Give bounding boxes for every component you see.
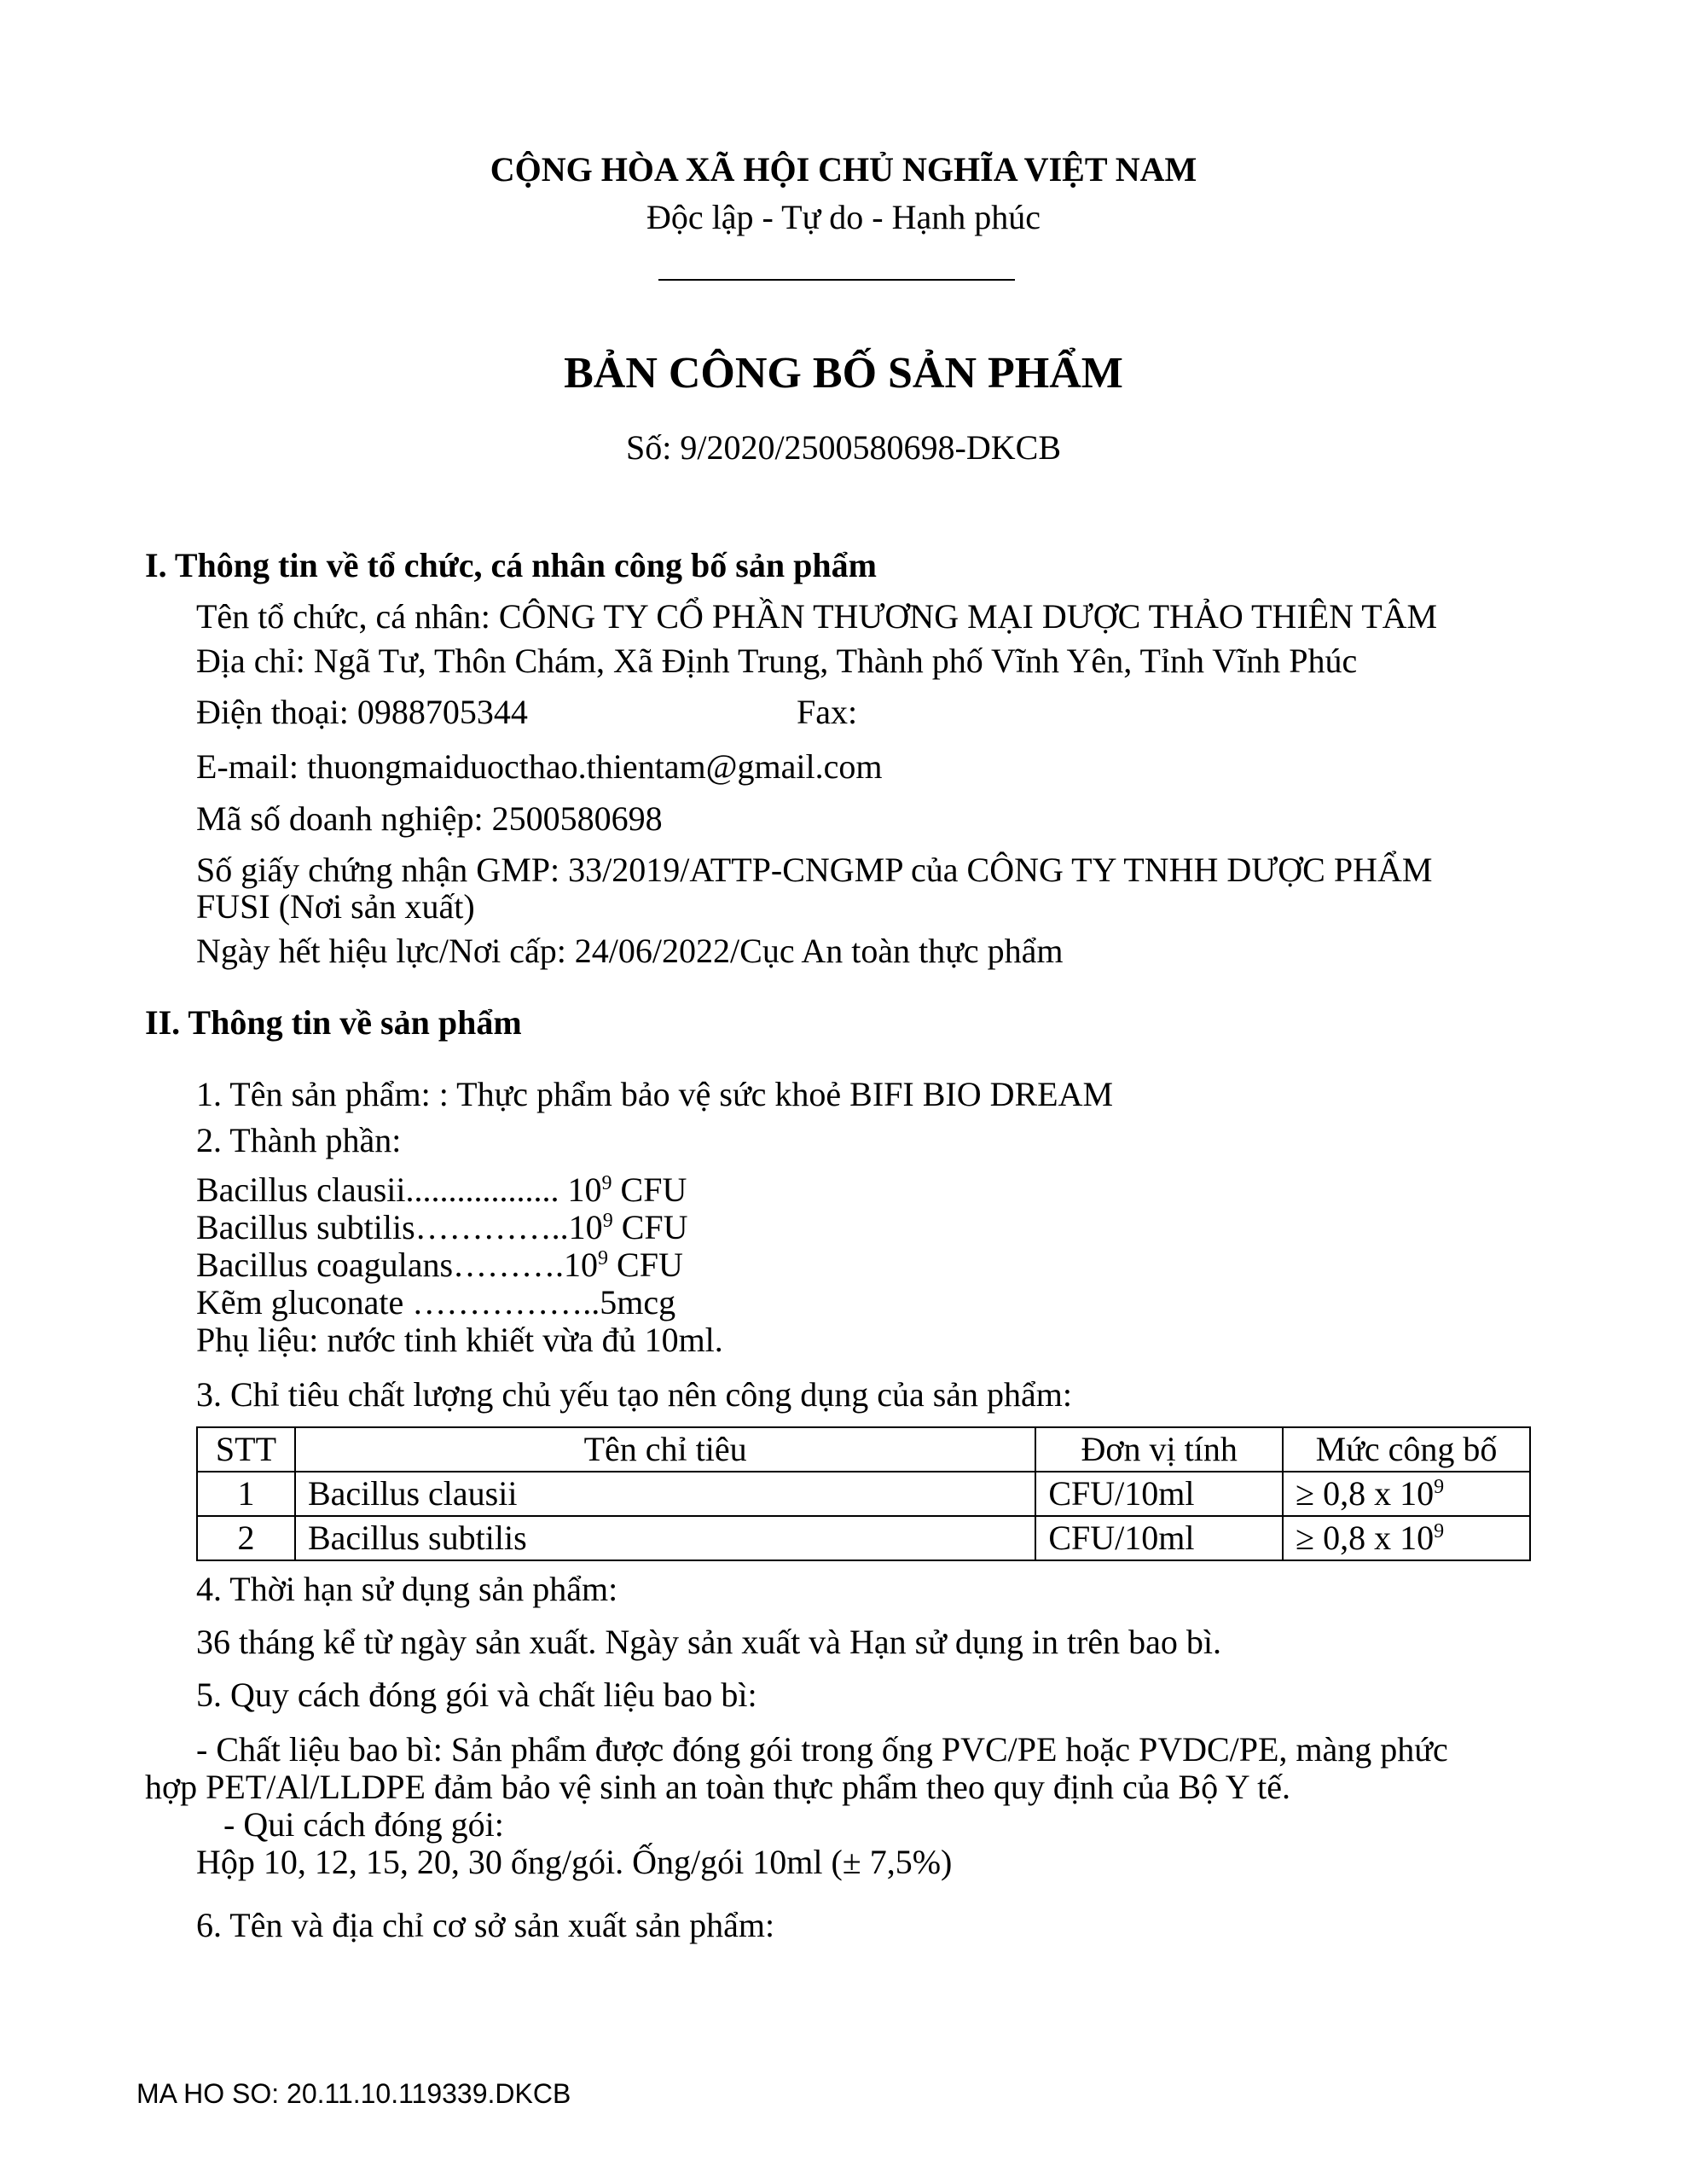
shelf-life-label: 4. Thời hạn sử dụng sản phẩm: [196,1570,618,1608]
column-header: Đơn vị tính [1035,1427,1283,1472]
section-2-heading: II. Thông tin về sản phẩm [145,1003,522,1042]
manufacturer-label: 6. Tên và địa chỉ cơ sở sản xuất sản phẩm: [196,1906,775,1944]
country-header: CỘNG HÒA XÃ HỘI CHỦ NGHĨA VIỆT NAM [490,150,1197,189]
gmp-certificate-cont: FUSI (Nơi sản xuất) [196,887,475,926]
org-name: Tên tổ chức, cá nhân: CÔNG TY CỔ PHẦN THƯƠNG MẠI DƯỢC THẢO THIÊN TÂM [196,597,1438,636]
validity: Ngày hết hiệu lực/Nơi cấp: 24/06/2022/Cục An toàn thực phẩm [196,932,1064,970]
cell-unit: CFU/10ml [1035,1472,1283,1516]
excipient: Phụ liệu: nước tinh khiết vừa đủ 10ml. [196,1321,723,1359]
ingredient-line: Kẽm gluconate ……………..5mcg [196,1283,676,1321]
cell-name: Bacillus clausii [295,1472,1035,1516]
table-row [197,1516,1530,1560]
column-header: STT [197,1427,295,1472]
ingredients-label: 2. Thành phần: [196,1121,402,1159]
packaging-material-cont: hợp PET/Al/LLDPE đảm bảo vệ sinh an toàn thực phẩm theo quy định của Bộ Y tế. [145,1768,1290,1806]
packing-spec: Hộp 10, 12, 15, 20, 30 ống/gói. Ống/gói 10ml (± 7,5%) [196,1843,953,1881]
phone: Điện thoại: 0988705344 [196,693,528,731]
cell-level: ≥ 0,8 x $10^9$ [1283,1516,1530,1560]
cell-stt: 1 [197,1472,295,1516]
org-address: Địa chỉ: Ngã Tư, Thôn Chám, Xã Định Trung, Thành phố Vĩnh Yên, Tỉnh Vĩnh Phúc [196,642,1358,680]
email: E-mail: thuongmaiduocthao.thientam@gmail.com [196,747,883,786]
ingredient-line: Bacillus $coagulans\dots\dots\dots.10^9$ CFU [196,1246,683,1284]
table-header-row [197,1427,1530,1472]
quality-table [196,1426,1531,1561]
document-title: BẢN CÔNG BỐ SẢN PHẨM [564,349,1123,398]
cell-name: Bacillus subtilis [295,1516,1035,1560]
packaging-label: 5. Quy cách đóng gói và chất liệu bao bì: [196,1676,757,1714]
section-1-heading: I. Thông tin về tổ chức, cá nhân công bố sản phẩm [145,546,877,584]
packaging-material: - Chất liệu bao bì: Sản phẩm được đóng gói trong ống PVC/PE hoặc PVDC/PE, màng phức [196,1730,1448,1769]
table-row [197,1472,1530,1516]
packing-label: - Qui cách đóng gói: [223,1805,504,1844]
fax: Fax: [797,693,858,731]
motto: Độc lập - Tự do - Hạnh phúc [646,198,1041,236]
document-number: Số: 9/2020/2500580698-DKCB [625,428,1062,467]
header-divider [658,279,1015,281]
ingredient-line: Bacillus clausii.................. $10^9$ CFU [196,1170,687,1209]
cell-unit: CFU/10ml [1035,1516,1283,1560]
column-header: Tên chỉ tiêu [295,1427,1035,1472]
shelf-life: 36 tháng kể từ ngày sản xuất. Ngày sản xuất và Hạn sử dụng in trên bao bì. [196,1623,1221,1661]
ingredient-line: Bacillus subtilis…………..10$^9$ CFU [196,1208,688,1246]
cell-level: ≥ 0,8 x $10^9$ [1283,1472,1530,1516]
product-name: 1. Tên sản phẩm: : Thực phẩm bảo vệ sức khoẻ BIFI BIO DREAM [196,1075,1114,1113]
column-header: Mức công bố [1283,1427,1530,1472]
gmp-certificate: Số giấy chứng nhận GMP: 33/2019/ATTP-CNGMP của CÔNG TY TNHH DƯỢC PHẨM [196,851,1433,889]
tax-code: Mã số doanh nghiệp: 2500580698 [196,799,663,838]
dossier-code: MA HO SO: 20.11.10.119339.DKCB [136,2078,571,2109]
cell-stt: 2 [197,1516,295,1560]
quality-criteria-label: 3. Chỉ tiêu chất lượng chủ yếu tạo nên công dụng của sản phẩm: [196,1375,1073,1414]
